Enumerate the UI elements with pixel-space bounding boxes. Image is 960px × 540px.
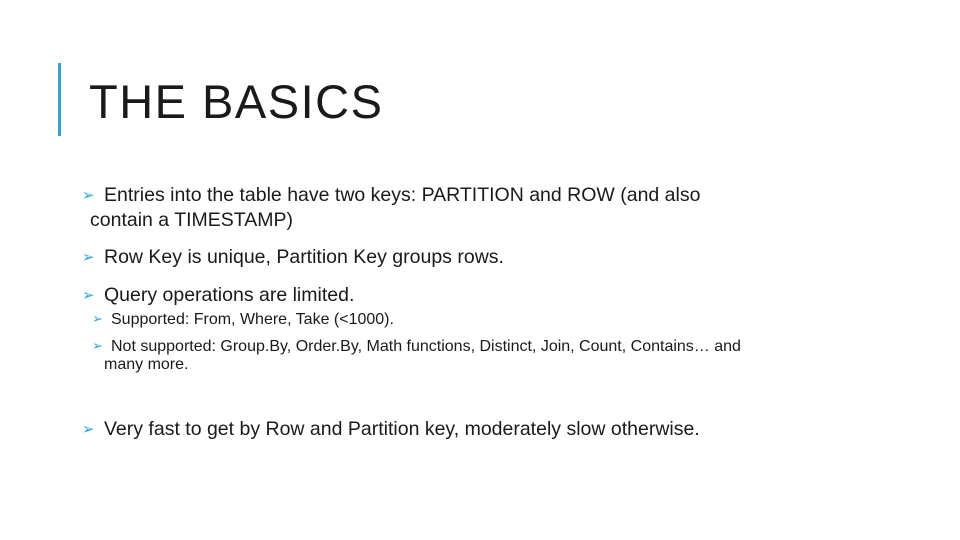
sub-bullet-supported xyxy=(92,309,394,330)
arrow-bullet-icon: ➢ xyxy=(92,338,103,353)
arrow-bullet-icon: ➢ xyxy=(82,287,95,304)
sub-bullet-not-supported xyxy=(92,336,741,375)
arrow-bullet-icon: ➢ xyxy=(82,421,95,438)
arrow-bullet-icon: ➢ xyxy=(82,187,95,204)
bullet-text: Not supported: Group.By, Order.By, Math functions, Distinct, Join, Count, Contains… and xyxy=(111,338,741,355)
bullet-text-continuation: contain a TIMESTAMP) xyxy=(90,209,294,231)
bullet-text: Row Key is unique, Partition Key groups rows. xyxy=(104,246,504,268)
bullet-text-continuation: many more. xyxy=(104,356,189,373)
bullet-text: Entries into the table have two keys: PARTITION and ROW (and also xyxy=(104,184,701,206)
bullet-text: Very fast to get by Row and Partition key, moderately slow otherwise. xyxy=(104,418,700,440)
arrow-bullet-icon: ➢ xyxy=(82,249,95,266)
bullet-performance xyxy=(82,417,700,442)
bullet-text: Query operations are limited. xyxy=(104,284,355,306)
bullet-query-operations xyxy=(82,283,354,308)
arrow-bullet-icon: ➢ xyxy=(92,311,103,326)
bullet-row-key xyxy=(82,245,504,270)
bullet-entries xyxy=(82,183,700,232)
bullet-text: Supported: From, Where, Take (<1000). xyxy=(111,311,394,328)
title-accent-bar xyxy=(58,63,61,136)
slide-title: THE BASICS xyxy=(89,75,384,128)
